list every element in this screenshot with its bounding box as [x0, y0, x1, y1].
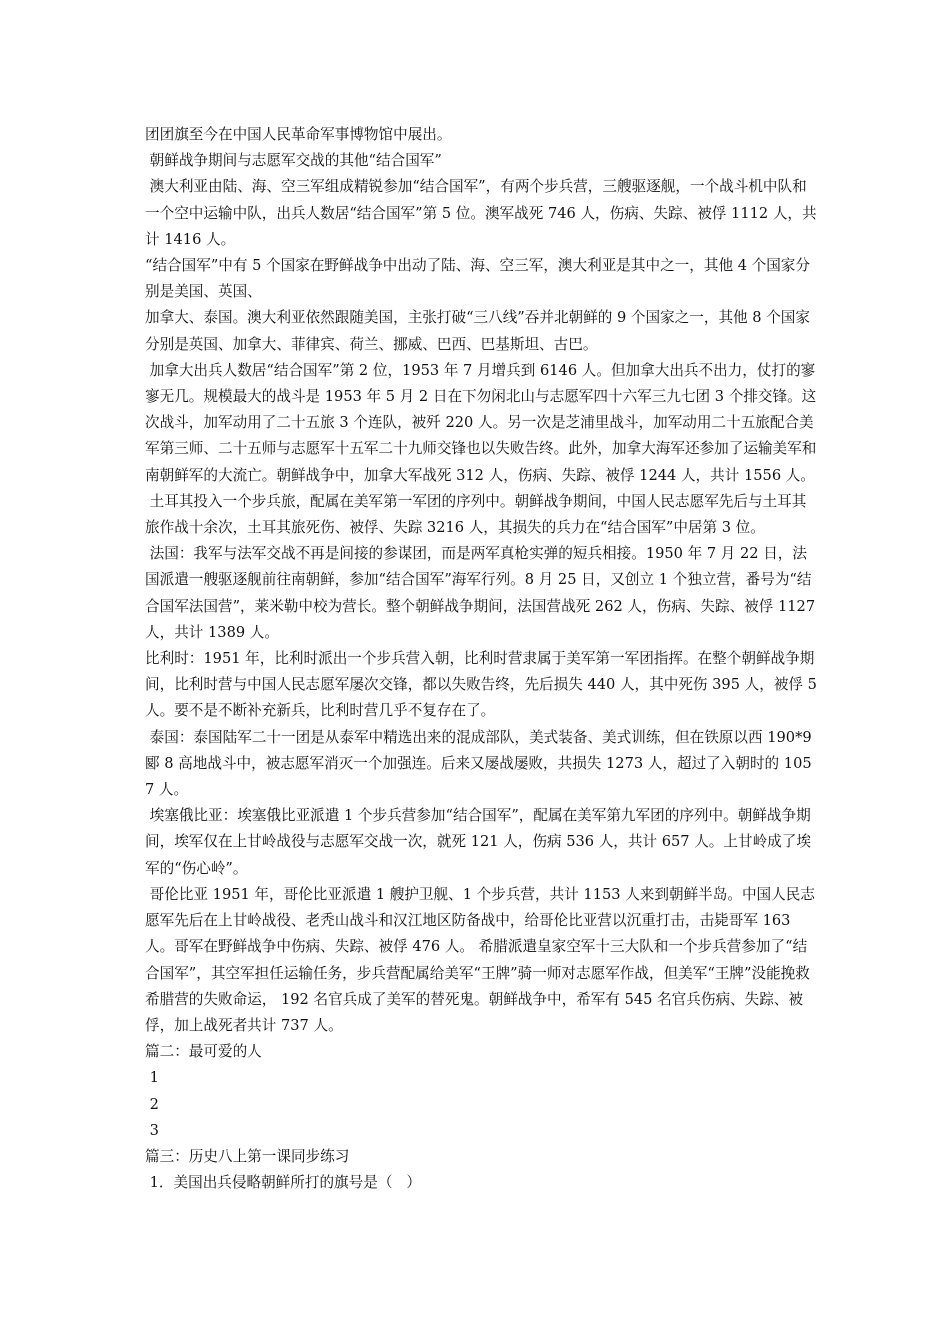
list-item: 2	[145, 1095, 159, 1113]
paragraph-ethiopia: 埃塞俄比亚：埃塞俄比亚派遣 1 个步兵营参加“结合国军”，配属在美军第九军团的序列中。朝鲜战争期间，埃军仅在上甘岭战役与志愿军交战一次，就死 121 人，伤病 536 人，共计 657 人。上甘岭成了埃军的“伤心岭”。	[145, 807, 811, 877]
question-item: 1．美国出兵侵略朝鲜所打的旗号是（ ）	[145, 1174, 421, 1192]
paragraph-continuation: 团团旗至今在中国人民革命军事博物馆中展出。	[145, 126, 452, 143]
paragraph-australia: 澳大利亚由陆、海、空三军组成精锐参加“结合国军”，有两个步兵营，三艘驱逐舰，一个战斗机中队和一个空中运输中队，出兵人数居“结合国军”第 5 位。澳军战死 746 人，伤病、失踪、被俘 1112 人，共计 1416 人。	[145, 178, 817, 248]
section-heading-other-un-forces: 朝鲜战争期间与志愿军交战的其他“结合国军”	[145, 152, 442, 170]
paragraph-three-services: “结合国军”中有 5 个国家在野鲜战争中出动了陆、海、空三军，澳大利亚是其中之一，其他 4 个国家分别是美国、英国、	[145, 257, 810, 301]
section-heading-part-two: 篇二：最可爱的人	[145, 1043, 262, 1061]
list-item: 1	[145, 1069, 159, 1087]
paragraph-belgium: 比利时：1951 年，比利时派出一个步兵营入朝，比利时营隶属于美军第一军团指挥。在整个朝鲜战争期间，比利时营与中国人民志愿军屡次交锋，都以失败告终，先后损失 440 人，其中死伤 395 人，被俘 5 人。要不是不断补充新兵，比利时营几乎不复存在了。	[145, 650, 822, 720]
paragraph-turkey: 土耳其投入一个步兵旅，配属在美军第一军团的序列中。朝鲜战争期间，中国人民志愿军先后与土耳其旅作战十余次，土耳其旅死伤、被俘、失踪 3216 人，其损失的兵力在“结合国军”中居第 3 位。	[145, 492, 807, 537]
section-heading-part-three: 篇三：历史八上第一课同步练习	[145, 1147, 350, 1165]
paragraph-nine-countries: 加拿大、泰国。澳大利亚依然跟随美国，主张打破“三八线”吞并北朝鲜的 9 个国家之一，其他 8 个国家分别是英国、加拿大、菲律宾、荷兰、挪威、巴西、巴基斯坦、古巴。	[145, 309, 810, 353]
list-item: 3	[145, 1121, 159, 1139]
paragraph-thailand: 泰国：泰国陆军二十一团是从泰军中精选出来的混成部队，美式装备、美式训练，但在铁原以西 190*9 郾 8 高地战斗中，被志愿军消灭一个加强连。后来又屡战屡败，共损失 1273 人，超过了入朝时的 1057 人。	[145, 728, 817, 799]
paragraph-france: 法国：我军与法军交战不再是间接的参谋团，而是两军真枪实弹的短兵相接。1950 年 7 月 22 日，法国派遣一艘驱逐舰前往南朝鲜，参加“结合国军”海军行列。8 月 25 日，又创立 1 个独立营，番号为“结合国军法国营”，莱米勒中校为营长。整个朝鲜战争期间，法国营战死 262 人，伤病、失踪、被俘 1127 人，共计 1389 人。	[145, 545, 820, 641]
paragraph-canada: 加拿大出兵人数居“结合国军”第 2 位，1953 年 7 月增兵到 6146 人。但加拿大出兵不出力，仗打的寥寥无几。规模最大的战斗是 1953 年 5 月 2 日在下勿闲北山与志愿军四十六军三九七团 3 个排交锋。这次战斗，加军动用了二十五旅 3 个连队，被歼 220 人。另一次是芝浦里战斗，加军动用二十五旅配合美军第三师、二十五师与志愿军十五军二十九师交锋也以失败告终。此外，加拿大海军还参加了运输美军和南朝鲜军的大流亡。朝鲜战争中，加拿大军战死 312 人，伤病、失踪、被俘 1244 人，共计 1556 人。	[145, 361, 817, 484]
document-body	[145, 122, 822, 1196]
paragraph-colombia-greece: 哥伦比亚 1951 年，哥伦比亚派遣 1 艘护卫舰、1 个步兵营，共计 1153 人来到朝鲜半岛。中国人民志愿军先后在上甘岭战役、老秃山战斗和汉江地区防备战中，给哥伦比亚营以沉重打击，击毙哥军 163 人。哥军在野鲜战争中伤病、失踪、被俘 476 人。 希腊派遣皇家空军十三大队和一个步兵营参加了“结合国军”，其空军担任运输任务，步兵营配属给美军“王牌”骑一师对志愿军作战，但美军“王牌”没能挽救希腊营的失败命运， 192 名官兵成了美军的替死鬼。朝鲜战争中，希军有 545 名官兵伤病、失踪、被俘，加上战死者共计 737 人。	[145, 885, 815, 1034]
